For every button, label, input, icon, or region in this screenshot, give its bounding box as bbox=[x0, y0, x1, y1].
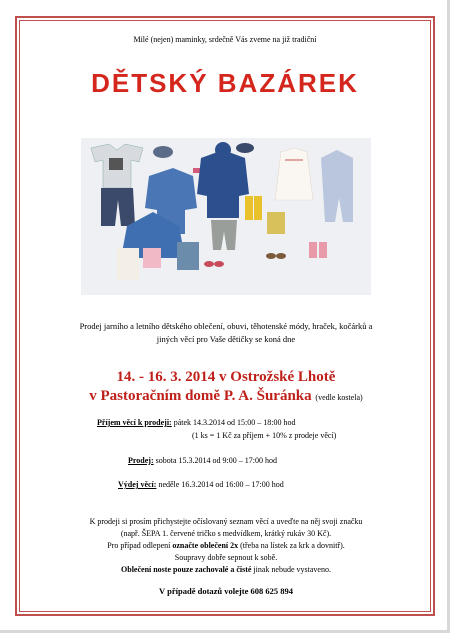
contact-info: V případě dotazů volejte 608 625 894 bbox=[159, 586, 293, 596]
notes-line-4: Soupravy dobře sepnout k sobě. bbox=[174, 553, 278, 562]
sale-row bbox=[128, 456, 277, 465]
page-title: DĚTSKÝ BAZÁREK bbox=[91, 68, 359, 98]
sale-time: sobota 15.3.2014 od 9:00 – 17:00 hod bbox=[155, 456, 277, 465]
intro-text: Milé (nejen) maminky, srdečně Vás zveme na již tradiční bbox=[133, 35, 317, 44]
notes-line-3-bold: označte oblečení 2x bbox=[172, 541, 239, 550]
notes-line-2: (např. ŠEPA 1. červené tričko s medvídkem, krátký rukáv 30 Kč). bbox=[120, 529, 332, 538]
notes-line-5 bbox=[38, 564, 414, 576]
description-line-2: jiných věcí pro Vaše dětičky se koná dne bbox=[156, 334, 296, 344]
notes-line-5-post: jinak nebude vystaveno. bbox=[253, 565, 331, 574]
return-time: neděle 16.3.2014 od 16:00 – 17:00 hod bbox=[158, 480, 284, 489]
notes-line-1: K prodeji si prosím přichystejte očíslovaný seznam věcí a uveďte na něj svoji značku bbox=[89, 517, 363, 526]
receiving-row bbox=[97, 418, 296, 427]
header bbox=[30, 30, 420, 99]
description-line-1: Prodej jarního a letního dětského oblečení, obuvi, těhotenské módy, hraček, kočárků a bbox=[79, 321, 373, 331]
notes-line-3-post: (třeba na lístek za krk a dovnitř). bbox=[240, 541, 345, 550]
receiving-fee: (1 ks = 1 Kč za příjem + 10% z prodeje věcí) bbox=[192, 431, 337, 440]
sale-label: Prodej: bbox=[128, 456, 154, 465]
notes-line-3 bbox=[38, 540, 414, 552]
receiving-label: Příjem věcí k prodeji: bbox=[97, 418, 172, 427]
event-venue-note: (vedle kostela) bbox=[315, 393, 363, 402]
event-venue: v Pastoračním domě P. A. Šuránka bbox=[89, 388, 312, 404]
description bbox=[38, 320, 414, 346]
receiving-time: pátek 14.3.2014 od 15:00 – 18:00 hod bbox=[173, 418, 296, 427]
clothing-illustration bbox=[81, 138, 371, 295]
return-row bbox=[118, 480, 284, 489]
event-info bbox=[38, 368, 414, 407]
notes bbox=[38, 516, 414, 576]
notes-line-5-bold: Oblečení noste pouze zachovalé a čisté bbox=[121, 565, 252, 574]
return-label: Výdej věcí: bbox=[118, 480, 157, 489]
clothing-photo bbox=[81, 138, 371, 295]
notes-line-3-pre: Pro případ odlepení bbox=[107, 541, 171, 550]
event-dates: 14. - 16. 3. 2014 v Ostrožské Lhotě bbox=[116, 369, 336, 385]
event-venue-line bbox=[38, 387, 414, 407]
